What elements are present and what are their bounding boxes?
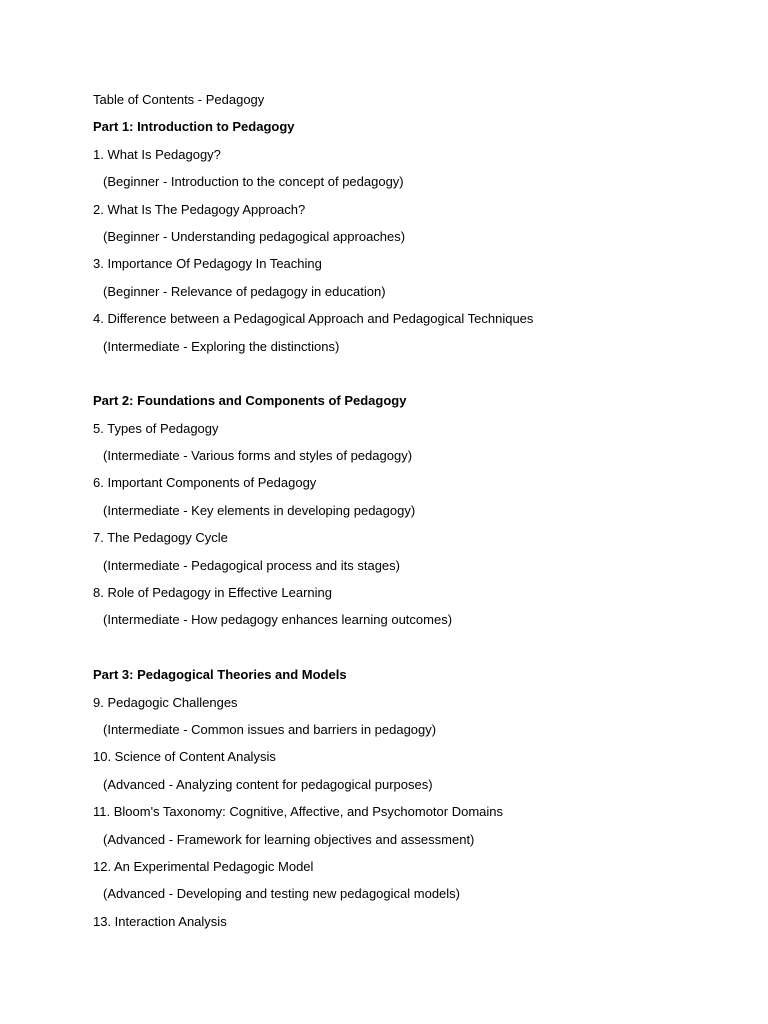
toc-item-description: (Intermediate - Various forms and styles of pedagogy) [103,448,413,464]
blank-line [93,634,713,661]
toc-item-description: (Beginner - Relevance of pedagogy in education) [103,283,386,299]
toc-item-description: (Beginner - Understanding pedagogical approaches) [103,228,406,244]
toc-item-description: (Intermediate - Exploring the distinctions) [103,338,340,354]
document-title: Table of Contents - Pedagogy [93,92,265,107]
toc-item-description: (Advanced - Analyzing content for pedagogical purposes) [103,776,433,792]
toc-item-description: (Intermediate - How pedagogy enhances learning outcomes) [103,612,453,628]
toc-item-title: 9. Pedagogic Challenges [93,694,238,710]
toc-item-title: 1. What Is Pedagogy? [93,146,221,162]
blank-line [93,360,713,387]
toc-item-title: 3. Importance Of Pedagogy In Teaching [93,256,322,272]
toc-item-title: 11. Bloom's Taxonomy: Cognitive, Affective, and Psychomotor Domains [93,804,504,820]
toc-item-description: (Beginner - Introduction to the concept of pedagogy) [103,174,404,190]
toc-item-description: (Advanced - Developing and testing new pedagogical models) [103,886,460,902]
part-heading: Part 1: Introduction to Pedagogy [93,119,295,135]
part-heading: Part 2: Foundations and Components of Pedagogy [93,393,407,409]
toc-item-title: 2. What Is The Pedagogy Approach? [93,201,306,217]
toc-item-title: 5. Types of Pedagogy [93,420,219,436]
toc-item-title: 7. The Pedagogy Cycle [93,530,228,546]
toc-item-title: 6. Important Components of Pedagogy [93,475,317,491]
toc-item-title: 10. Science of Content Analysis [93,749,276,765]
toc-item-description: (Intermediate - Key elements in developing pedagogy) [103,502,416,518]
toc-item-title: 12. An Experimental Pedagogic Model [93,858,314,874]
toc-item-title: 13. Interaction Analysis [93,913,227,929]
toc-item-title: 8. Role of Pedagogy in Effective Learning [93,585,332,601]
toc-item-description: (Advanced - Framework for learning objectives and assessment) [103,831,475,847]
toc-item-description: (Intermediate - Common issues and barriers in pedagogy) [103,721,437,737]
toc-item-description: (Intermediate - Pedagogical process and its stages) [103,557,400,573]
toc-item-title: 4. Difference between a Pedagogical Approach and Pedagogical Techniques [93,311,534,327]
document-body [93,86,713,935]
part-heading: Part 3: Pedagogical Theories and Models [93,667,347,683]
